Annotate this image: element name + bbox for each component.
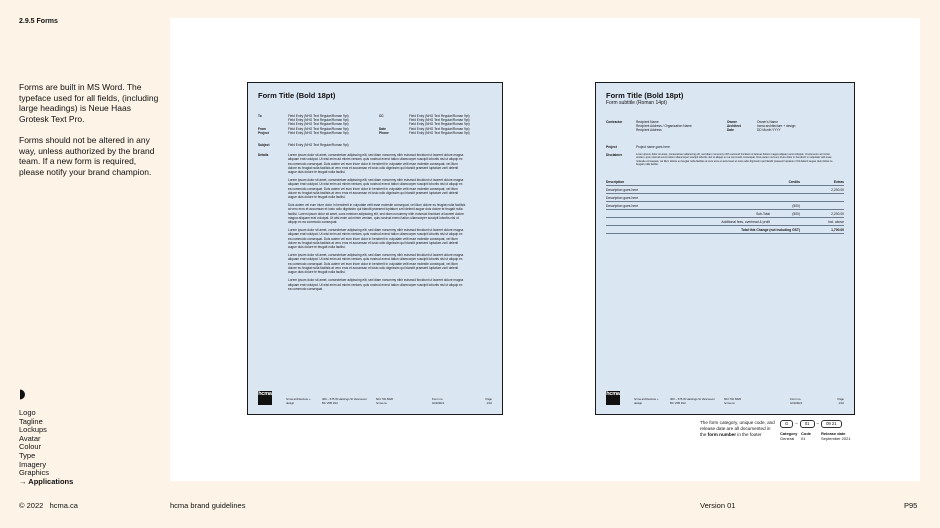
category-value: General: [780, 435, 795, 441]
address-block: [258, 114, 492, 135]
cell[interactable]: [770, 218, 800, 226]
intro-text: [19, 82, 159, 188]
cell[interactable]: Description goes here: [606, 194, 671, 202]
form-document-letter: [247, 82, 503, 415]
field-entry[interactable]: Field Entry (NHG Text Regular/Roman 9pt): [288, 122, 349, 127]
form-title: Form Title (Bold 18pt): [606, 91, 684, 100]
footer-company: hcma architecture + design: [286, 397, 311, 405]
footer-page: Page 1/10: [485, 397, 492, 405]
document-footer: [606, 391, 844, 405]
project-value[interactable]: Project name goes here: [636, 144, 670, 149]
label-contractor: Contractor: [606, 120, 623, 124]
form-number-breakdown: G – 01 – 09 21 Category General Code 01 Release date September 2021: [780, 420, 851, 441]
table-row-subtotal: [606, 210, 844, 218]
form-number-callout: [700, 420, 860, 441]
nav-item-imagery[interactable]: Imagery: [19, 459, 47, 469]
cell: Additional fees, overhead & profit: [671, 218, 770, 226]
form-subtitle: Form subtitle (Roman 14pt): [606, 100, 667, 106]
owner-value[interactable]: Owner's Name: [757, 120, 778, 124]
label-subject: Subject: [258, 143, 270, 148]
hcma-logo: hcma: [606, 391, 620, 405]
document-footer: [258, 391, 492, 405]
cell[interactable]: [800, 194, 844, 202]
field-entry[interactable]: Field Entry (NHG Text Regular/Roman 9pt): [409, 126, 470, 131]
field-entry[interactable]: Field Entry (NHG Text Regular/Roman 9pt): [288, 130, 349, 135]
project-row: [606, 145, 844, 149]
label-cc: CC: [379, 114, 384, 118]
body-paragraph: Lorem ipsum dolor sit amet, consectetuer adipiscing elit, sed diam nonummy nibh euismod tincidunt ut laoreet dolore magna aliquam erat volutpat. Ut wisi enim ad minim veniam, quis nostrud exerci tation ullamcorper suscipit lobortis nisl ut aliquip ex ea commodo consequat.: [288, 278, 464, 291]
cell[interactable]: [671, 202, 770, 210]
nav-item-applications[interactable]: → Applications: [19, 476, 74, 486]
code-category-box: G: [780, 420, 793, 428]
cell[interactable]: [800, 202, 844, 210]
field-entry[interactable]: Field Entry (NHG Text Regular/Roman 9pt): [288, 143, 349, 148]
label-date: Date: [727, 128, 734, 133]
cell[interactable]: (500): [770, 202, 800, 210]
field-entry[interactable]: Field Entry (NHG Text Regular/Roman 9pt): [409, 122, 470, 127]
footer-version: Version 01: [700, 501, 736, 510]
details-body: [288, 153, 466, 295]
nav-item-colour[interactable]: Colour: [19, 442, 42, 452]
table-row: [606, 194, 844, 202]
field-entry[interactable]: Field Entry (NHG Text Regular/Roman 9pt): [409, 114, 470, 118]
intro-paragraph-2: Forms should not be altered in any way, unless authorized by the brand team. If a new form is required, please notify your brand champion.: [19, 134, 155, 177]
cell[interactable]: Incl. above: [800, 218, 844, 226]
field-entry[interactable]: Field Entry (NHG Text Regular/Roman 9pt): [288, 114, 349, 118]
field-entry[interactable]: Field Entry (NHG Text Regular/Roman 9pt): [409, 130, 470, 135]
column-header-extras: Extras: [800, 178, 844, 185]
body-paragraph: Lorem ipsum dolor sit amet, consectetuer adipiscing elit, sed diam nonummy nibh euismod tincidunt ut laoreet dolore magna aliquam erat volutpat. Ut wisi enim ad minim veniam, quis nostrud exerci tation ullamcorper suscipit lobortis nisl ut aliquip ex ea commodo consequat. Duis autem vel eum iriure dolor in hendrerit in vulputate velit esse molestie consequat, vel illum dolore eu feugiat nulla facilisis at vero eros et accumsan et iusto odio dignissim qui blandit praesent luptatum zzril delenit augue duis dolore te feugait nulla facilisi.: [288, 253, 464, 275]
nav-item-tagline[interactable]: Tagline: [19, 416, 43, 426]
category-label: Category: [780, 430, 798, 436]
body-paragraph: Lorem ipsum dolor sit amet, consectetuer adipiscing elit, sed diam nonummy nibh euismod tincidunt ut laoreet dolore magna aliquam erat volutpat. Ut wisi enim ad minim veniam, quis nostrud exerci tation ullamcorper suscipit lobortis nisl ut aliquip ex ea commodo consequat. Duis autem vel eum iriure dolor in hendrerit in vulputate velit esse molestie consequat, vel illum dolore eu feugiat nulla facilisis at vero eros et accumsan et iusto odio dignissim qui blandit praesent luptatum zzril delenit augue duis dolore te feugait nulla facilisi.: [288, 153, 464, 175]
field-entry[interactable]: Field Entry (NHG Text Regular/Roman 9pt): [409, 118, 470, 123]
nav-item-lockups[interactable]: Lockups: [19, 425, 47, 435]
subject-row: [258, 143, 492, 147]
cell[interactable]: Description goes here: [606, 202, 671, 210]
footer-guide-title: hcma brand guidelines: [170, 501, 246, 510]
form-title: Form Title (Bold 18pt): [258, 91, 336, 100]
section-label: 2.9.5 Forms: [19, 18, 58, 25]
recipient-name[interactable]: Recipient Name: [636, 120, 659, 124]
cell: [606, 218, 671, 226]
footer-company: hcma architecture + design: [634, 397, 659, 405]
hcma-logo: hcma: [258, 391, 272, 405]
callout-text: The form category, unique code, and release date are all documented in the form number in the footer: [700, 420, 775, 437]
body-paragraph: Lorem ipsum dolor sit amet, consectetuer adipiscing elit, sed diam nonummy nibh euismod tincidunt ut laoreet dolore magna aliquam erat volutpat. Ut wisi enim ad minim veniam, quis nostrud exerci tation ullamcorper suscipit lobortis nisl ut aliquip ex ea commodo consequat. Duis autem vel eum iriure dolor in hendrerit in vulputate velit esse molestie consequat, vel illum dolore eu feugiat nulla facilisis at vero eros et accumsan et iusto odio dignissim qui blandit praesent luptatum zzril delenit augue duis dolore te feugait nulla facilisi.: [288, 178, 464, 200]
label-owner: Owner: [727, 120, 737, 124]
label-disclaimer: Disclaimer: [606, 152, 623, 157]
total-value[interactable]: 1,700.00: [800, 226, 844, 234]
footer-copyright: [19, 501, 78, 510]
label-phone: Phone: [379, 130, 389, 135]
footer-address: 400 – 675 W Hastings St Vancouver BC V6B 1N2: [322, 397, 367, 405]
disclaimer-row: [606, 153, 844, 167]
recipient-organization[interactable]: Recipient Address / Organization Name: [636, 124, 692, 129]
field-entry[interactable]: Field Entry (NHG Text Regular/Roman 9pt): [288, 126, 349, 131]
date-value[interactable]: DD Month YYYY: [757, 128, 781, 133]
column-header-credits: Credits: [770, 178, 800, 185]
half-circle-icon: [19, 389, 28, 400]
nav-item-avatar[interactable]: Avatar: [19, 433, 41, 443]
total-label: Total this Change (not including GST): [671, 226, 800, 234]
label-from: From: [258, 126, 266, 131]
nav-item-logo[interactable]: Logo: [19, 408, 36, 417]
footer-contact: 604 732 6620 hcma.ca: [724, 397, 742, 405]
column-header-blank: [671, 178, 770, 185]
label-project: Project: [258, 130, 269, 135]
footer-form-number: Form no. G0109/21: [790, 397, 803, 405]
cell[interactable]: (500): [770, 210, 800, 218]
cell[interactable]: [671, 194, 770, 202]
release-date-label: Release date: [821, 430, 846, 436]
nav-item-graphics[interactable]: Graphics: [19, 468, 50, 478]
details-row: [258, 153, 492, 295]
code-date-box: 09 21: [821, 420, 841, 428]
change-order-table: [606, 178, 844, 234]
label-project: Project: [606, 144, 617, 149]
nav-item-type[interactable]: Type: [19, 450, 36, 460]
label-architect: Architect: [727, 124, 741, 129]
body-paragraph: Lorem ipsum dolor sit amet, consectetuer adipiscing elit, sed diam nonummy nibh euismod tincidunt ut laoreet dolore magna aliquam erat volutpat. Ut wisi enim ad minim veniam, quis nostrud exerci tation ullamcorper suscipit lobortis nisl ut aliquip ex ea commodo consequat. Duis autem vel eum iriure dolor in hendrerit in vulputate velit esse molestie consequat, vel illum dolore eu feugiat nulla facilisis at vero eros et accumsan et iusto odio dignissim qui blandit praesent luptatum zzril delenit augue duis dolore te feugait nulla facilisi.: [288, 228, 464, 250]
table-row-fees: [606, 218, 844, 226]
cell: Sub-Total: [671, 210, 770, 218]
architect-value[interactable]: hcma architecture + design: [757, 124, 796, 129]
code-number-box: 01: [800, 420, 815, 428]
intro-paragraph-1: Forms are built in MS Word. The typeface used for all fields, (including large headings) is Neue Haas Grotesk Text Pro.: [19, 82, 159, 124]
cell: [606, 210, 671, 218]
field-entry[interactable]: Field Entry (NHG Text Regular/Roman 9pt): [288, 118, 349, 123]
footer-page-number: P95: [904, 501, 918, 510]
table-row: [606, 202, 844, 210]
footer-address: 400 – 675 W Hastings St Vancouver BC V6B 1N2: [670, 397, 715, 405]
cell[interactable]: 2,200.00: [800, 210, 844, 218]
site-link[interactable]: hcma.ca: [49, 501, 78, 510]
label-date: Date: [379, 126, 386, 131]
disclaimer-text: Lorem ipsum dolor sit amet, consectetuer adipiscing elit, sed diam nonummy nibh euismod tincidunt ut laoreet dolore magna aliquam erat volutpat. Ut wisi enim ad minim veniam, quis nostrud exerci tation ullamcorper suscipit lobortis nisl ut aliquip ex ea commodo consequat. Duis autem vel eum iriure dolor in hendrerit in vulputate velit esse molestie consequat, vel illum dolore eu feugiat nulla facilisis at vero eros et accumsan et iusto odio dignissim qui blandit praesent luptatum zzril delenit augue duis dolore te feugait nulla facilisi.: [636, 152, 833, 167]
table-row-total: [606, 226, 844, 234]
cell[interactable]: [671, 186, 770, 194]
release-date-value: September 2021: [821, 435, 851, 441]
cell[interactable]: [770, 194, 800, 202]
label-to: To: [258, 114, 262, 118]
cell[interactable]: [770, 186, 800, 194]
copyright-text: © 2022: [19, 501, 44, 510]
table-row: [606, 186, 844, 194]
code-label: Code: [801, 430, 811, 436]
guideline-nav: [19, 409, 73, 486]
footer-contact: 604 732 6620 hcma.ca: [376, 397, 394, 405]
table-header: [606, 178, 844, 185]
footer-page: Page 1/10: [837, 397, 844, 405]
label-details: Details: [258, 153, 269, 158]
party-block: [606, 120, 844, 133]
recipient-address[interactable]: Recipient Address: [636, 128, 662, 133]
column-header-description: Description: [606, 178, 671, 185]
cell[interactable]: 2,200.00: [800, 186, 844, 194]
footer-form-number: Form no. G0109/21: [432, 397, 445, 405]
cell[interactable]: Description goes here: [606, 186, 671, 194]
code-value: 01: [801, 435, 806, 441]
body-paragraph: Duis autem vel eum iriure dolor in hendrerit in vulputate velit esse molestie consequat, vel illum dolore eu feugiat nulla facilisis at vero eros et accumsan et iusto odio dignissim qui blandit praesent luptatum zzril delenit augue duis dolore te feugait nulla facilisi. Lorem ipsum dolor sit amet, cons ectetuer adipiscing elit, sed diam nonummy nibh euismod tincidunt ut laoreet dolore magna aliquam erat volutpat. Ut wisi enim ad minim veniam, quis nostrud exerci tation ullamcorper suscipit lobortis nisl ut aliquip ex ea commodo consequat.: [288, 203, 466, 225]
form-document-change-order: [595, 82, 855, 415]
